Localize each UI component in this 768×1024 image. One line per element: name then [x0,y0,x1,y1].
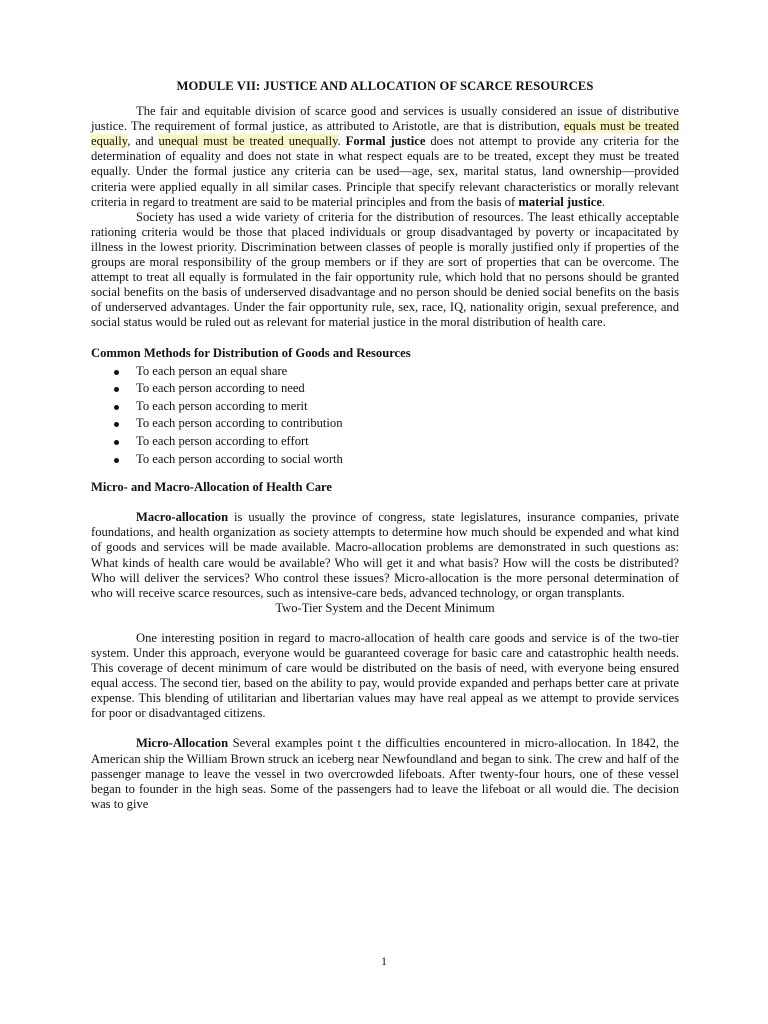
term-micro-allocation: Micro-Allocation [136,736,229,751]
list-item-text: To each person according to effort [136,433,309,448]
list-item-text: To each person according to social worth [136,451,343,466]
text-span: The fair and equitable division of scarce good and services is usually considered an issue of distributive justice. The requirement of formal justice, as attributed to Aristotle, are that is distribution, [91,104,679,134]
bullet-icon [114,458,119,463]
list-item-text: To each person according to need [136,381,305,396]
list-item [91,363,679,381]
highlight-equals: equals must be treated equally [91,119,679,149]
page-title: MODULE VII: JUSTICE AND ALLOCATION OF SCARCE RESOURCES [176,79,594,93]
text-span: . [601,194,606,209]
paragraph-micro-allocation [91,736,679,811]
heading-micro-macro: Micro- and Macro-Allocation of Health Care [91,480,332,495]
text-span: . [337,134,346,149]
heading-common-methods: Common Methods for Distribution of Goods and Resources [91,345,411,360]
term-formal-justice: Formal justice [345,134,426,149]
text-span: does not attempt to provide any criteria for the determination of equality and does not state in what respect equals are to be treated, except they must be treated equally. Under the formal justice any criteria can be used—age, sex, marital status, land ownership—provided criteria were applied equally in all similar cases. Principle that specify relevant characteristics or morally relevant criteria in regard to treatment are said to be material principles and from the basis of [91,134,679,209]
list-item [91,415,679,433]
text-span: Several examples point t the difficulties encountered in micro-allocation. In 1842, the American ship the William Brown struck an iceberg near Newfoundland and began to sink. The crew and half of the passenger manage to leave the vessel in two overcrowded lifeboats. After twenty-four hours, one of these vessel began to founder in the high seas. Some of the passengers had to leave the lifeboat or all would die. The decision was to give [91,736,679,811]
bullet-icon [114,405,119,410]
list-item-text: To each person according to contribution [136,416,343,431]
list-item [91,380,679,398]
list-item [91,433,679,451]
page-number: 1 [381,956,387,968]
text-span: , and [127,134,159,149]
page-content [91,79,679,812]
spacer [91,616,679,631]
list-item [91,398,679,416]
text-span: is usually the province of congress, state legislatures, insurance companies, private foundations, and health organization as society attempts to determine how much should be expended and what kind of goods and services will be made available. Macro-allocation problems are demonstrated in such questions as: What kinds of health care would be available? Who will get it and what basis? How will the costs be distributed? Who will deliver the services? Who control these issues? Micro-allocation is the more personal determination of who will receive scarce resources, such as intensive-care beds, advanced technology, or organ transplants. [91,510,679,600]
spacer [91,721,679,736]
list-item-text: To each person according to merit [136,398,308,413]
methods-list [91,363,679,469]
bullet-icon [114,370,119,375]
bullet-icon [114,440,119,445]
term-material-justice: material justice [518,194,602,209]
spacer [91,495,679,510]
heading-two-tier: Two-Tier System and the Decent Minimum [275,600,495,615]
bullet-icon [114,422,119,427]
paragraph-two-tier: One interesting position in regard to macro-allocation of health care goods and service is of the two-tier system. Under this approach, everyone would be guaranteed coverage for basic care and catastrophic health needs. This coverage of decent minimum of care would be distributed on the basis of need, with everyone being ensured equal access. The second tier, based on the ability to pay, would provide expanded and perhaps better care at private expense. This blending of utilitarian and libertarian values may have real appeal as we attempt to provide services for poor or disadvantaged citizens. [91,630,679,721]
paragraph-rationing-criteria: Society has used a wide variety of criteria for the distribution of resources. The least ethically acceptable rationing criteria would be those that placed individuals or group disadvantaged by poverty or incapacitated by illness in the lowest priority. Discrimination between classes of people is morally justified only if properties of the groups are moral responsibility of the group members or if they are sort of properties that can be overcome. The attempt to treat all equally is formulated in the fair opportunity rule, which hold that no persons should be granted social benefits on the basis of underserved disadvantage and no person should be denied social benefits on the basis of underserved advantages. Under the fair opportunity rule, sex, race, IQ, nationality origin, sexual preference, and social status would be ruled out as relevant for material justice in the moral distribution of health care. [91,209,679,330]
list-item-text: To each person an equal share [136,363,288,378]
highlight-unequal: unequal must be treated unequally [158,134,338,149]
paragraph-formal-justice [91,104,679,210]
bullet-icon [114,387,119,392]
paragraph-macro-allocation [91,510,679,601]
term-macro-allocation: Macro-allocation [136,510,229,525]
list-item [91,451,679,469]
